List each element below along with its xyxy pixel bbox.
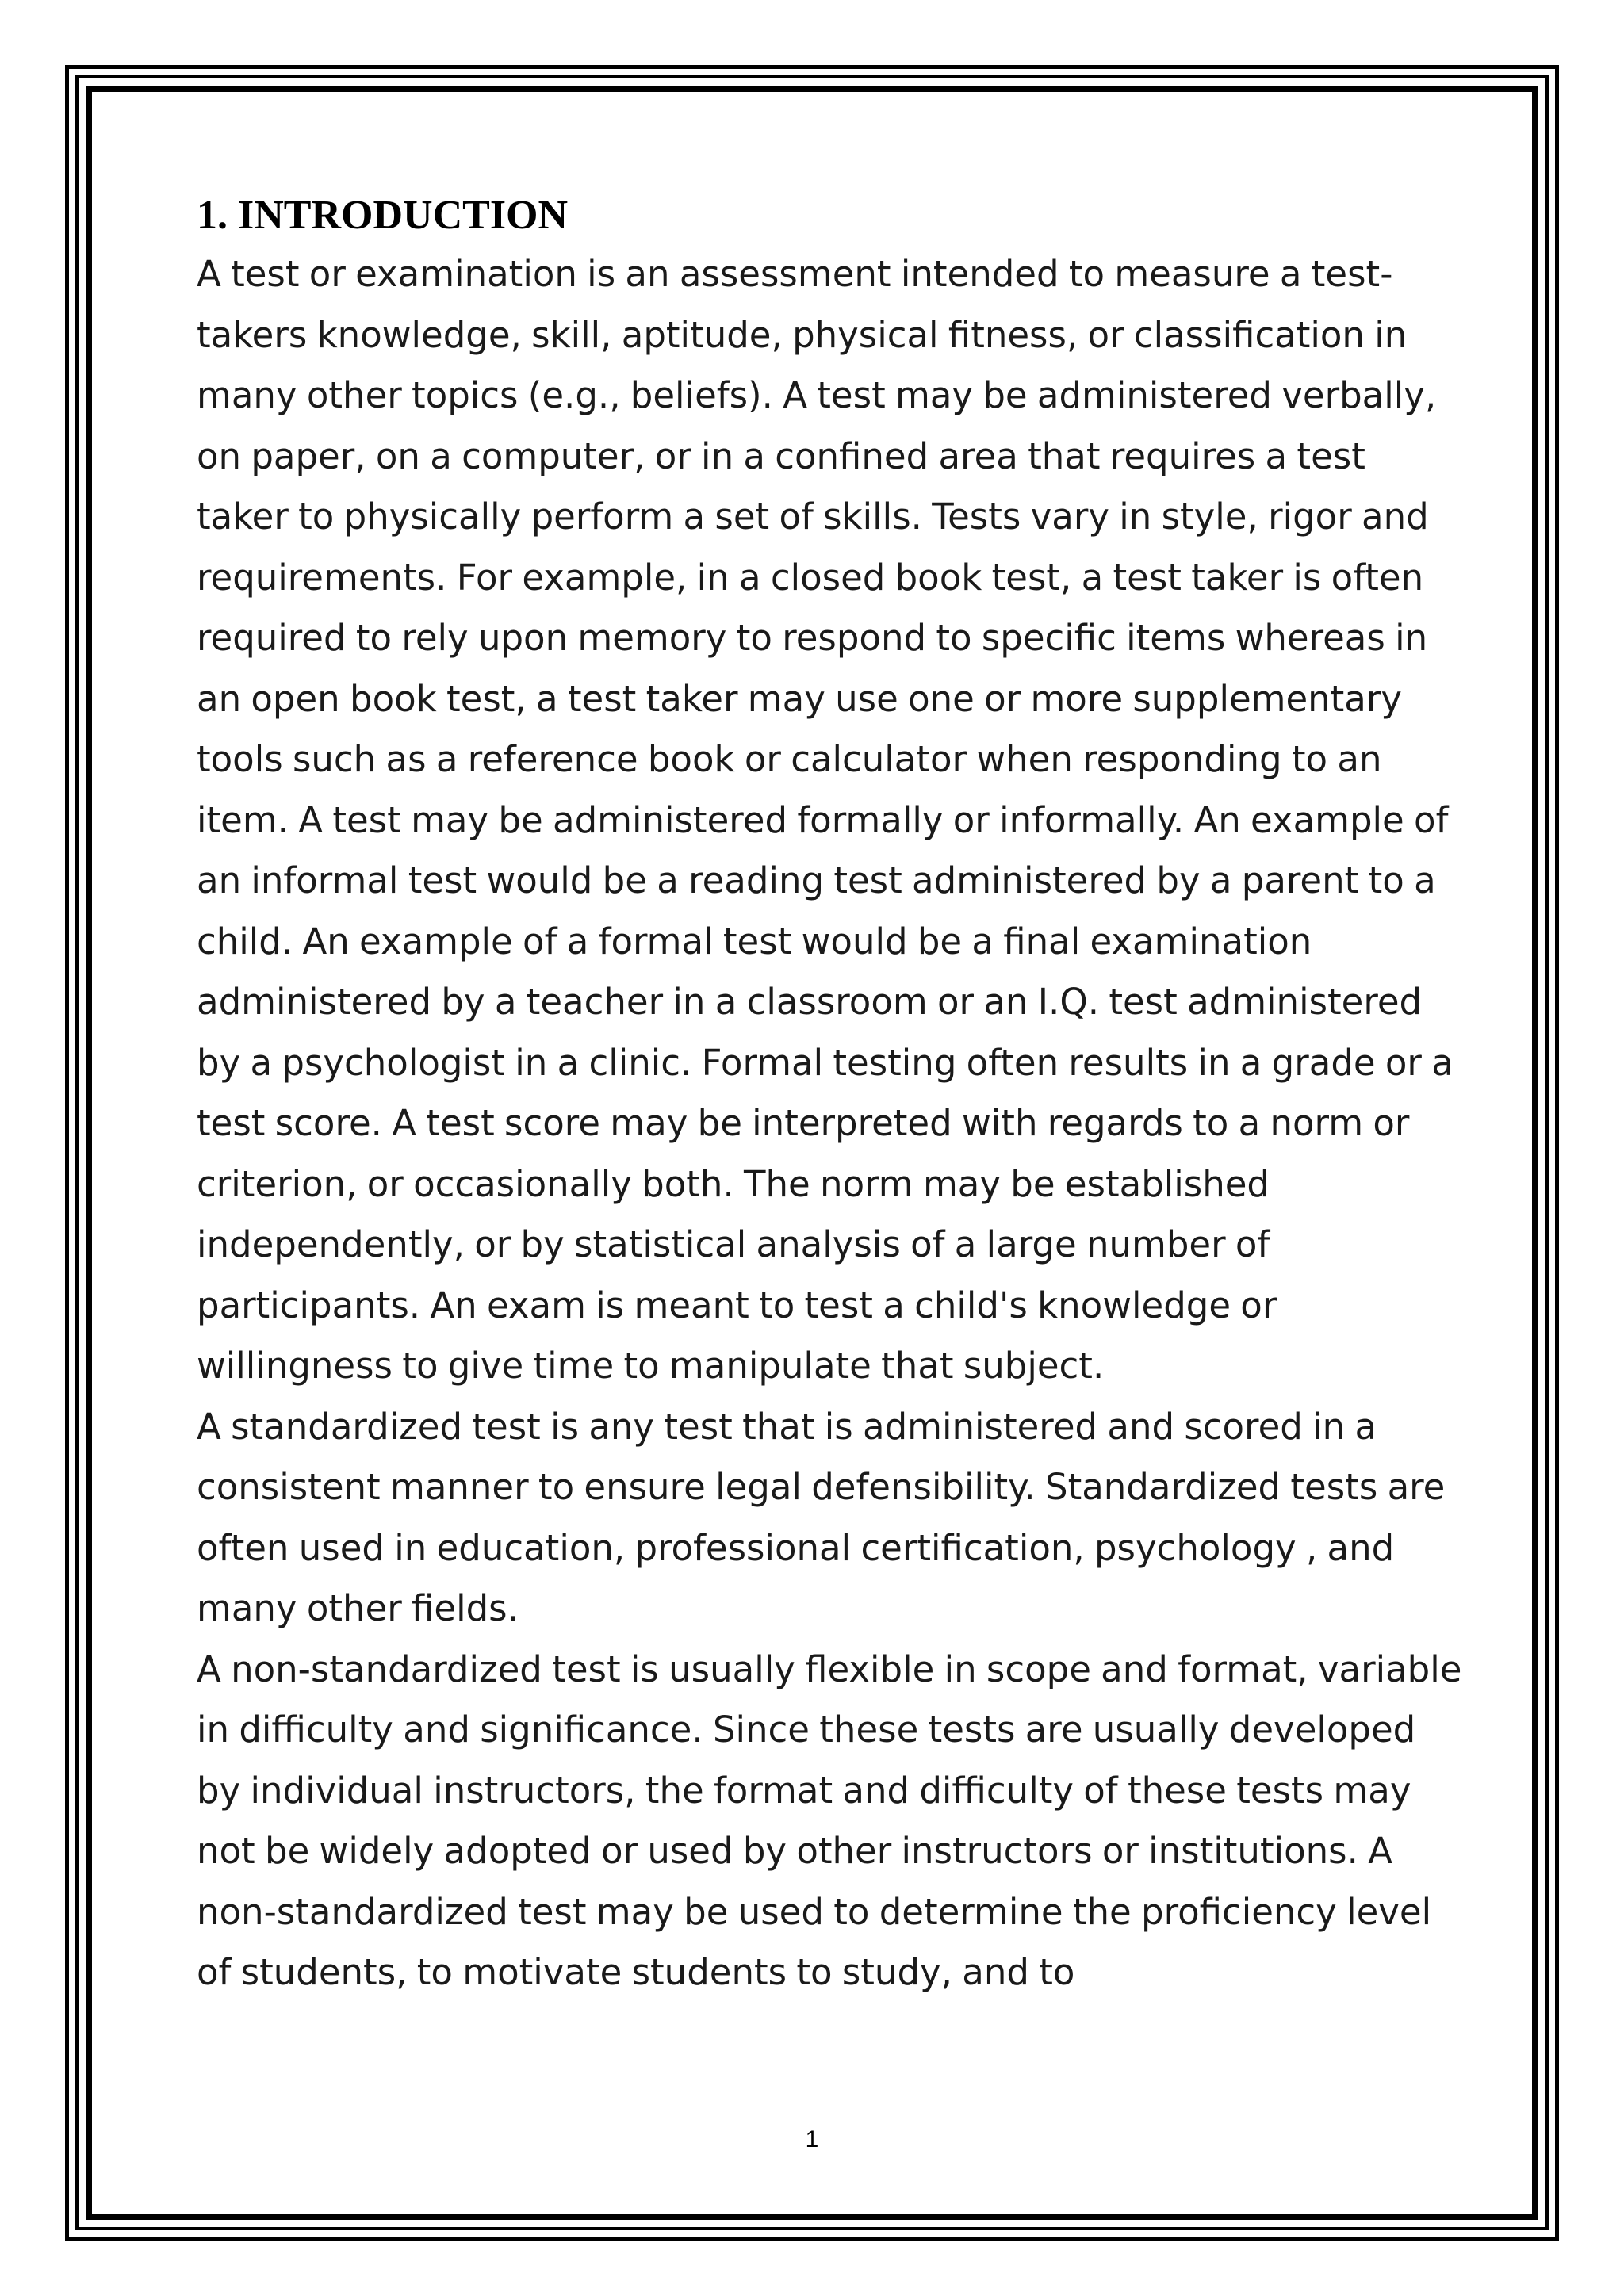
paragraph-intro: A test or examination is an assessment intended to measure a test-takers knowledge, skill, aptitude, physical fitness, or classification in many other topics (e.g., beliefs). A test may be administered verbally, on paper, on a computer, or in a confined area that requires a test taker to physically perform a set of skills. Tests vary in style, rigor and requirements. For example, in a closed book test, a test taker is often required to rely upon memory to respond to specific items whereas in an open book test, a test taker may use one or more supplementary tools such as a reference book or calculator when responding to an item. A test may be administered formally or informally. An example of an informal test would be a reading test administered by a parent to a child. An example of a formal test would be a final examination administered by a teacher in a classroom or an I.Q. test administered by a psychologist in a clinic. Formal testing often results in a grade or a test score. A test score may be interpreted with regards to a norm or criterion, or occasionally both. The norm may be established independently, or by statistical analysis of a large number of participants. An exam is meant to test a child's knowledge or willingness to give time to manipulate that subject. bbox=[197, 253, 1454, 1387]
page-number: 1 bbox=[805, 2126, 819, 2152]
paragraph-standardized: A standardized test is any test that is administered and scored in a consistent manner to ensure legal defensibility. Standardized tests are often used in education, professional certification, psychology , and many other fields. bbox=[197, 1405, 1446, 1629]
page-content bbox=[197, 190, 1465, 2003]
section-heading: 1. INTRODUCTION bbox=[197, 193, 569, 238]
paragraph-non-standardized: A non-standardized test is usually flexible in scope and format, variable in difficulty and significance. Since these tests are usually developed by individual instructors, the format and difficulty of these tests may not be widely adopted or used by other instructors or institutions. A non-standardized test may be used to determine the proficiency level of students, to motivate students to study, and to bbox=[197, 1647, 1462, 1993]
